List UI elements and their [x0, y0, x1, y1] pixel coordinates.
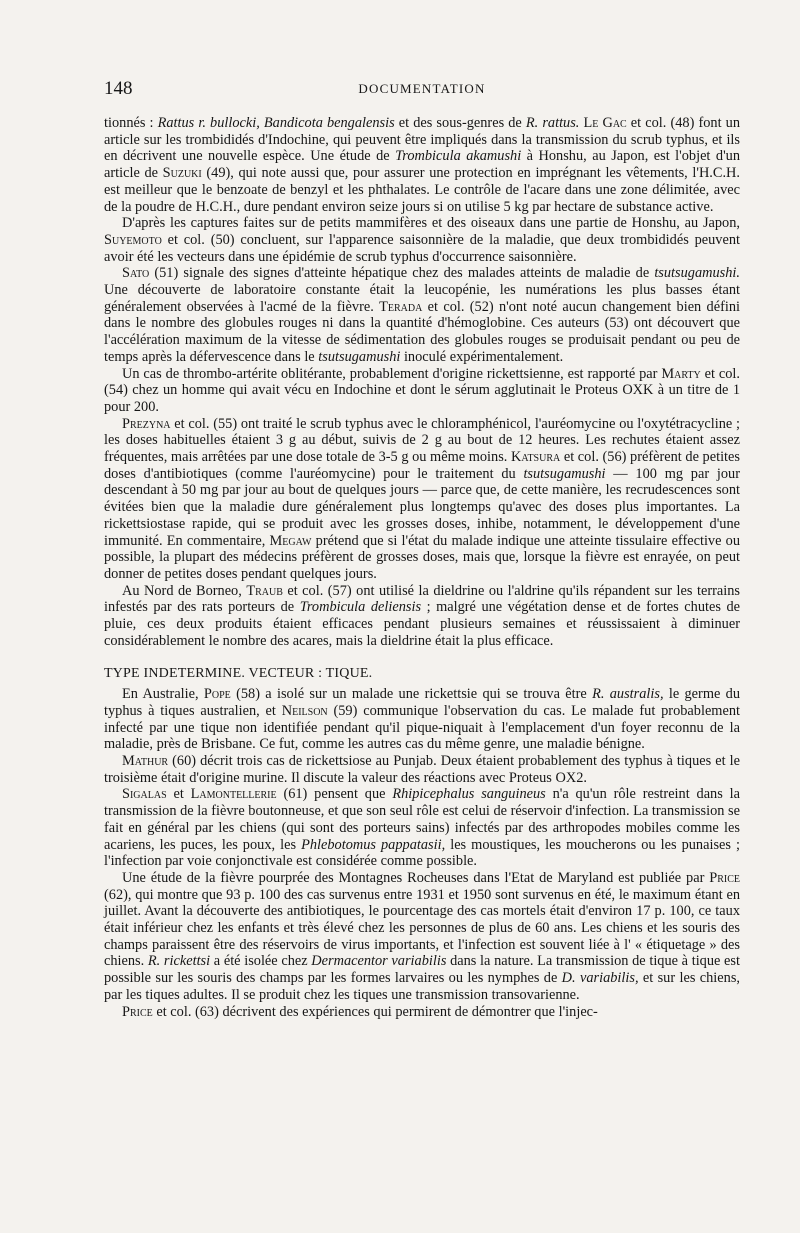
- text-run: le germe du typhus à tiques australien, et: [104, 686, 740, 719]
- paragraph: [104, 753, 740, 786]
- author-name: Sigalas: [122, 786, 167, 803]
- page-header: [104, 78, 740, 100]
- text-run: et col. (63) décrivent des expériences qui permirent de démontrer que l'injec-: [152, 1003, 598, 1020]
- text-run: n'a qu'un rôle restreint dans la transmission de la fièvre boutonneuse, et que son seul rôle est celui de réservoir d'infection. La transmission se fait en général par les chiens (qui sont des porteurs sains) infectés par des arthropodes mobiles comme les acariens, les puces, les poux, les: [104, 786, 740, 853]
- text-run: (59) communique l'observation du cas. Le malade fut probablement infecté par une tique non identifiée pendant qu'il pique-niquait à l'emplacement d'un foyer reconnu de la maladie, près de Brisbane. Ce fut, comme les autres cas du même genre, une maladie bénigne.: [104, 702, 740, 753]
- author-name: Katsura: [510, 449, 561, 466]
- paragraph: [104, 1004, 740, 1021]
- paragraph: [104, 115, 740, 215]
- italic-text: R. australis,: [592, 686, 664, 703]
- text-run: et col. (54) chez un homme qui avait vécu en Indochine et dont le sérum agglutinait le Proteus OXK à un titre de 1 pour 200.: [104, 365, 740, 415]
- italic-text: Dermacentor variabilis: [311, 953, 447, 970]
- text-run: et: [166, 786, 191, 803]
- text-run: et col. (50) concluent, sur l'apparence saisonnière de la maladie, que deux trombididés peuvent avoir été les vecteurs dans une épidémie de scrub typhus d'occurrence saisonnière.: [104, 231, 740, 265]
- italic-text: D. variabilis,: [561, 970, 639, 987]
- paragraph: [104, 583, 740, 650]
- page-number: 148: [104, 78, 133, 99]
- text-run: Une étude de la fièvre pourprée des Montagnes Rocheuses dans l'Etat de Maryland est publiée par: [122, 869, 710, 886]
- author-name: Neilson: [281, 702, 328, 719]
- italic-text: tsutsugamushi.: [654, 265, 740, 282]
- author-name: Suyemoto: [104, 231, 162, 248]
- author-name: Mathur: [122, 753, 169, 770]
- text-run: — 100 mg par jour descendant à 50 mg par jour au bout de quelques jours — parce que, de cette manière, les recrudescences sont évitées bien que la maladie dure généralement plus longtemps qu'avec des doses plus importantes. La rickettsiostase rapide, qui se produit avec les grosses doses, inhibe, notamment, le développement d'une immunité. En commentaire,: [104, 465, 740, 549]
- italic-text: Rattus r. bullocki, Bandicota bengalensis: [157, 115, 395, 131]
- italic-text: Phlebotomus pappatasii,: [301, 836, 446, 853]
- text-run: à Honshu, au Japon, est l'objet d'un article de: [104, 148, 740, 182]
- italic-text: R. rickettsi: [147, 953, 211, 970]
- text-run: (49), qui note aussi que, pour assurer une protection en imprégnant les vêtements, l'H.C.H. est meilleur que le benzoate de benzyl et les phthalates. Le contrôle de l'acare dans une zone délimitée, avec de la poudre de H.C.H., dure pendant environ seize jours si on utilise 5 kg par hectare de substance active.: [104, 165, 740, 215]
- text-run: Un cas de thrombo-artérite oblitérante, probablement d'origine rickettsienne, est rapporté par: [122, 365, 662, 382]
- text-run: et col. (57) ont utilisé la dieldrine ou l'aldrine qu'ils répandent sur les terrains infestés par des rats porteurs de: [104, 582, 740, 616]
- text-run: dans la nature. La transmission de tique à tique est possible sur les souris des champs par les formes larvaires ou les nymphes de: [104, 953, 740, 987]
- italic-text: tsutsugamushi: [318, 348, 401, 365]
- italic-text: Trombicula akamushi: [395, 148, 522, 165]
- author-name: Sato: [122, 265, 150, 282]
- text-run: et des sous-genres de: [394, 115, 526, 131]
- author-name: Traub: [246, 582, 283, 599]
- text-run: Une découverte de laboratoire constante était la leucopénie, les numérations les plus basses étant généralement observées à l'acmé de la fièvre.: [104, 282, 740, 315]
- text-run: les moustiques, les moucherons ou les punaises ; l'infection par voie conjonctivale est considérée comme possible.: [104, 836, 740, 870]
- author-name: Lamontellerie: [190, 786, 277, 803]
- author-name: Suzuki: [162, 165, 202, 182]
- author-name: Prezyna: [122, 415, 171, 432]
- author-name: Megaw: [269, 532, 312, 549]
- author-name: Price: [122, 1003, 153, 1020]
- paragraph: [104, 416, 740, 583]
- paragraph: [104, 215, 740, 265]
- paragraph: [104, 265, 740, 365]
- author-name: Pope: [203, 686, 231, 703]
- italic-text: Rhipicephalus sanguineus: [392, 786, 546, 803]
- text-run: D'après les captures faites sur de petits mammifères et des oiseaux dans une partie de Honshu, au Japon,: [122, 215, 740, 232]
- italic-text: R. rattus.: [525, 115, 580, 131]
- text-run: prétend que si l'état du malade indique une atteinte tissulaire effective ou possible, la plupart des médecins préfèrent de grosses doses, mais que, lorsque la fièvre est enrayée, on peut donner de petites doses pendant quelques jours.: [104, 532, 740, 582]
- italic-text: tsutsugamushi: [523, 465, 606, 482]
- paragraphs-part-1: [104, 115, 740, 650]
- paragraph: [104, 786, 740, 870]
- author-name: Marty: [661, 365, 701, 382]
- text-run: (62), qui montre que 93 p. 100 des cas survenus entre 1931 et 1950 sont survenus en été, le maximum étant en juillet. Avant la découverte des antibiotiques, le pourcentage des cas mortels était d'environ 17 p. 100, ce taux était inférieur chez les enfants et très élevé chez les personnes de plus de 60 ans. Les chiens et les souris des champs paraissent être des réservoirs de virus importants, et l'infection est souvent liée à l' « étiquetage » des chiens.: [104, 886, 740, 970]
- italic-text: Trombicula deliensis: [299, 599, 422, 616]
- text-run: et col. (48) font un article sur les trombididés d'Indochine, qui peuvent être impliqués dans la transmission du scrub typhus, et ils en décrivent une nouvelle espèce. Une étude de: [104, 115, 740, 165]
- author-name: Le Gac: [583, 115, 627, 131]
- text-run: et col. (55) ont traité le scrub typhus avec le chloramphénicol, l'auréomycine ou l'oxytétracycline ; les doses habituelles étaient 3 g au début, suivis de 2 g au bout de 12 heures. Les rechutes étaient assez fréquentes, mais arrêtées par une dose totale de 3-5 g ou même moins.: [104, 415, 740, 466]
- paragraphs-part-2: [104, 686, 740, 1020]
- section-heading: TYPE INDETERMINE. VECTEUR : TIQUE.: [104, 665, 373, 681]
- text-run: inoculé expérimentalement.: [400, 348, 564, 365]
- text-run: et col. (56) préfèrent de petites doses d'antibiotiques (comme l'auréomycine) pour le traitement du: [104, 449, 740, 482]
- paragraph: [104, 686, 740, 753]
- paragraph: [104, 366, 740, 416]
- text-run: Au Nord de Borneo,: [122, 582, 247, 599]
- text-run: (51) signale des signes d'atteinte hépatique chez des malades atteints de maladie de: [149, 265, 655, 282]
- text-run: (58) a isolé sur un malade une rickettsie qui se trouva être: [230, 686, 593, 703]
- author-name: Price: [709, 869, 740, 886]
- text-run: tionnés :: [104, 115, 158, 131]
- text-run: et col. (52) n'ont noté aucun changement bien défini dans le nombre des globules rouges ni dans la quantité d'hémoglobine. Ces auteurs (53) ont découvert que l'accélération maximum de la vitesse de sédimentation des globules rouges se produisait pendant ou peu de temps après la défervescence dans le: [104, 298, 740, 365]
- paragraph: [104, 870, 740, 1004]
- running-head: DOCUMENTATION: [358, 81, 486, 96]
- text-run: et sur les chiens, par les tiques adultes. Il se produit chez les tiques une transmission transovarienne.: [104, 970, 740, 1003]
- text-run: (61) pensent que: [276, 786, 393, 803]
- text-run: a été isolée chez: [210, 953, 312, 970]
- article-body: [104, 115, 740, 1020]
- author-name: Terada: [379, 298, 423, 315]
- text-run: (60) décrit trois cas de rickettsiose au Punjab. Deux étaient probablement des typhus à tiques et le troisième était d'origine murine. Il discute la valeur des réactions avec Proteus OX2.: [104, 753, 740, 786]
- text-run: ; malgré une végétation dense et de fortes chutes de pluie, ces deux produits étaient efficaces pendant plusieurs semaines et réussissaient à diminuer considérablement le nombre des acares, mais la dieldrine était la plus efficace.: [104, 599, 740, 649]
- text-run: En Australie,: [122, 686, 204, 703]
